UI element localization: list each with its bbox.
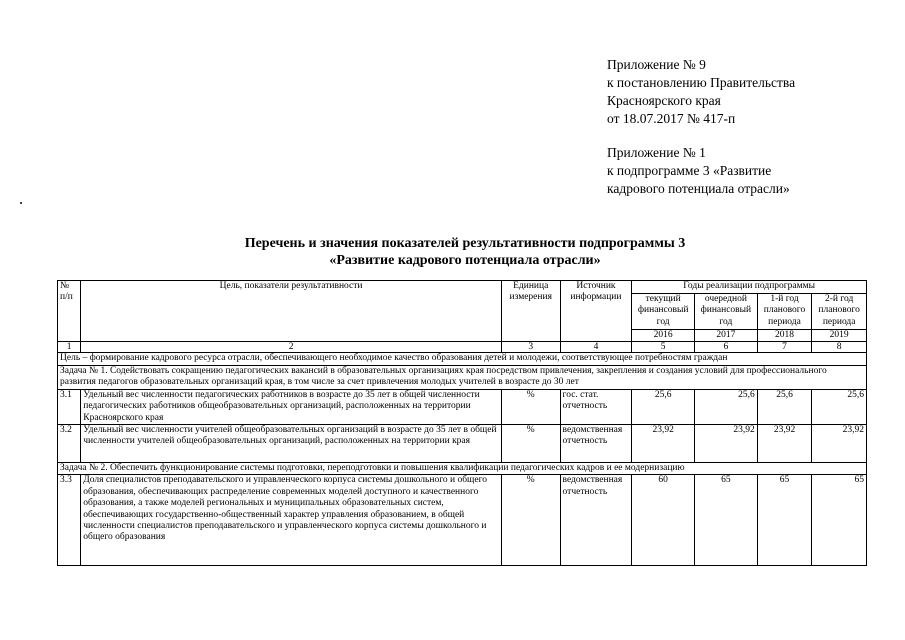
indicator-source: гос. стат. отчетность — [560, 389, 632, 424]
appendix-1-line: к подпрограмме 3 «Развитие — [607, 163, 772, 178]
row-number: 3.2 — [58, 425, 81, 463]
indicator-name: Удельный вес численности педагогических работников в возрасте до 35 лет в общей численности педагогических работников общеобразовательных организаций, расположенных на территории Красноярского края — [81, 389, 502, 424]
appendix-1-line: кадрового потенциала отрасли» — [607, 181, 790, 196]
table-row — [58, 475, 867, 566]
value-2018: 25,6 — [757, 389, 812, 424]
appendix-1-block — [607, 144, 790, 198]
value-2018: 23,92 — [757, 425, 812, 463]
header-year-2019: 2019 — [812, 330, 867, 342]
value-2017: 25,6 — [695, 389, 758, 424]
appendix-9-line: от 18.07.2017 № 417-п — [607, 111, 736, 126]
header-year-2017: 2017 — [695, 330, 758, 342]
header-goal: Цель, показатели результативности — [81, 281, 502, 342]
header-year-current: текущий финансовый год — [632, 294, 695, 330]
value-2019: 25,6 — [812, 389, 867, 424]
value-2016: 60 — [632, 475, 695, 566]
column-number: 1 — [58, 342, 81, 353]
column-number: 4 — [560, 342, 632, 353]
value-2017: 65 — [695, 475, 758, 566]
row-number: 3.1 — [58, 389, 81, 424]
indicator-source: ведомственная отчетность — [560, 425, 632, 463]
indicator-unit: % — [501, 475, 560, 566]
column-number: 7 — [757, 342, 812, 353]
value-2018: 65 — [757, 475, 812, 566]
header-num: № п/п — [58, 281, 81, 342]
header-year-plan1: 1-й год планового периода — [757, 294, 812, 330]
appendix-9-line: Приложение № 9 — [607, 57, 706, 72]
indicator-source: ведомственная отчетность — [560, 475, 632, 566]
task-1-row: Задача № 1. Содействовать сокращению педагогических вакансий в образовательных организациях края посредством привлечения, закрепления и создания условий для профессионального развития педагогов образовательных организаций края, в том числе за счет привлечения молодых учителей в возрасте до 30 лет — [58, 365, 867, 389]
task-2-row: Задача № 2. Обеспечить функционирование системы подготовки, переподготовки и повышения квалификации педагогических кадров и ее модернизацию — [58, 463, 867, 475]
value-2016: 23,92 — [632, 425, 695, 463]
document-title — [150, 235, 780, 269]
indicators-table — [57, 280, 867, 566]
title-line: Перечень и значения показателей результативности подпрограммы 3 — [244, 236, 686, 251]
value-2016: 25,6 — [632, 389, 695, 424]
table-row — [58, 425, 867, 463]
appendix-9-block — [607, 56, 795, 128]
column-number: 3 — [501, 342, 560, 353]
value-2019: 65 — [812, 475, 867, 566]
value-2017: 23,92 — [695, 425, 758, 463]
column-number: 8 — [812, 342, 867, 353]
header-unit: Единица измерения — [501, 281, 560, 342]
header-year-next: очередной финансовый год — [695, 294, 758, 330]
scan-speck — [20, 202, 22, 204]
appendix-1-line: Приложение № 1 — [607, 145, 706, 160]
indicator-name: Доля специалистов преподавательского и управленческого корпуса системы дошкольного и общего образования, обеспечивающих распределение современных моделей доступного и качественного образования, а также моделей региональных и муниципальных образовательных систем, обеспечивающих государственно-общественный характер управления образованием, в общей численности специалистов преподавательского и управленческого корпуса системы дошкольного и общего образования — [81, 475, 502, 566]
column-number: 6 — [695, 342, 758, 353]
goal-row: Цель – формирование кадрового ресурса отрасли, обеспечивающего необходимое качество образования детей и молодежи, соответствующее потребностям граждан — [58, 353, 867, 365]
column-number: 2 — [81, 342, 502, 353]
header-year-2018: 2018 — [757, 330, 812, 342]
header-year-2016: 2016 — [632, 330, 695, 342]
indicator-unit: % — [501, 425, 560, 463]
header-source: Источник информации — [560, 281, 632, 342]
title-line: «Развитие кадрового потенциала отрасли» — [329, 253, 601, 268]
row-number: 3.3 — [58, 475, 81, 566]
appendix-9-line: Красноярского края — [607, 93, 721, 108]
header-year-plan2: 2-й год планового периода — [812, 294, 867, 330]
column-number: 5 — [632, 342, 695, 353]
header-years: Годы реализации подпрограммы — [632, 281, 867, 294]
value-2019: 23,92 — [812, 425, 867, 463]
appendix-9-line: к постановлению Правительства — [607, 75, 796, 90]
indicator-unit: % — [501, 389, 560, 424]
table-row — [58, 389, 867, 424]
indicator-name: Удельный вес численности учителей общеобразовательных организаций в возрасте до 35 лет в общей численности учителей общеобразовательных организаций, расположенных на территории края — [81, 425, 502, 463]
